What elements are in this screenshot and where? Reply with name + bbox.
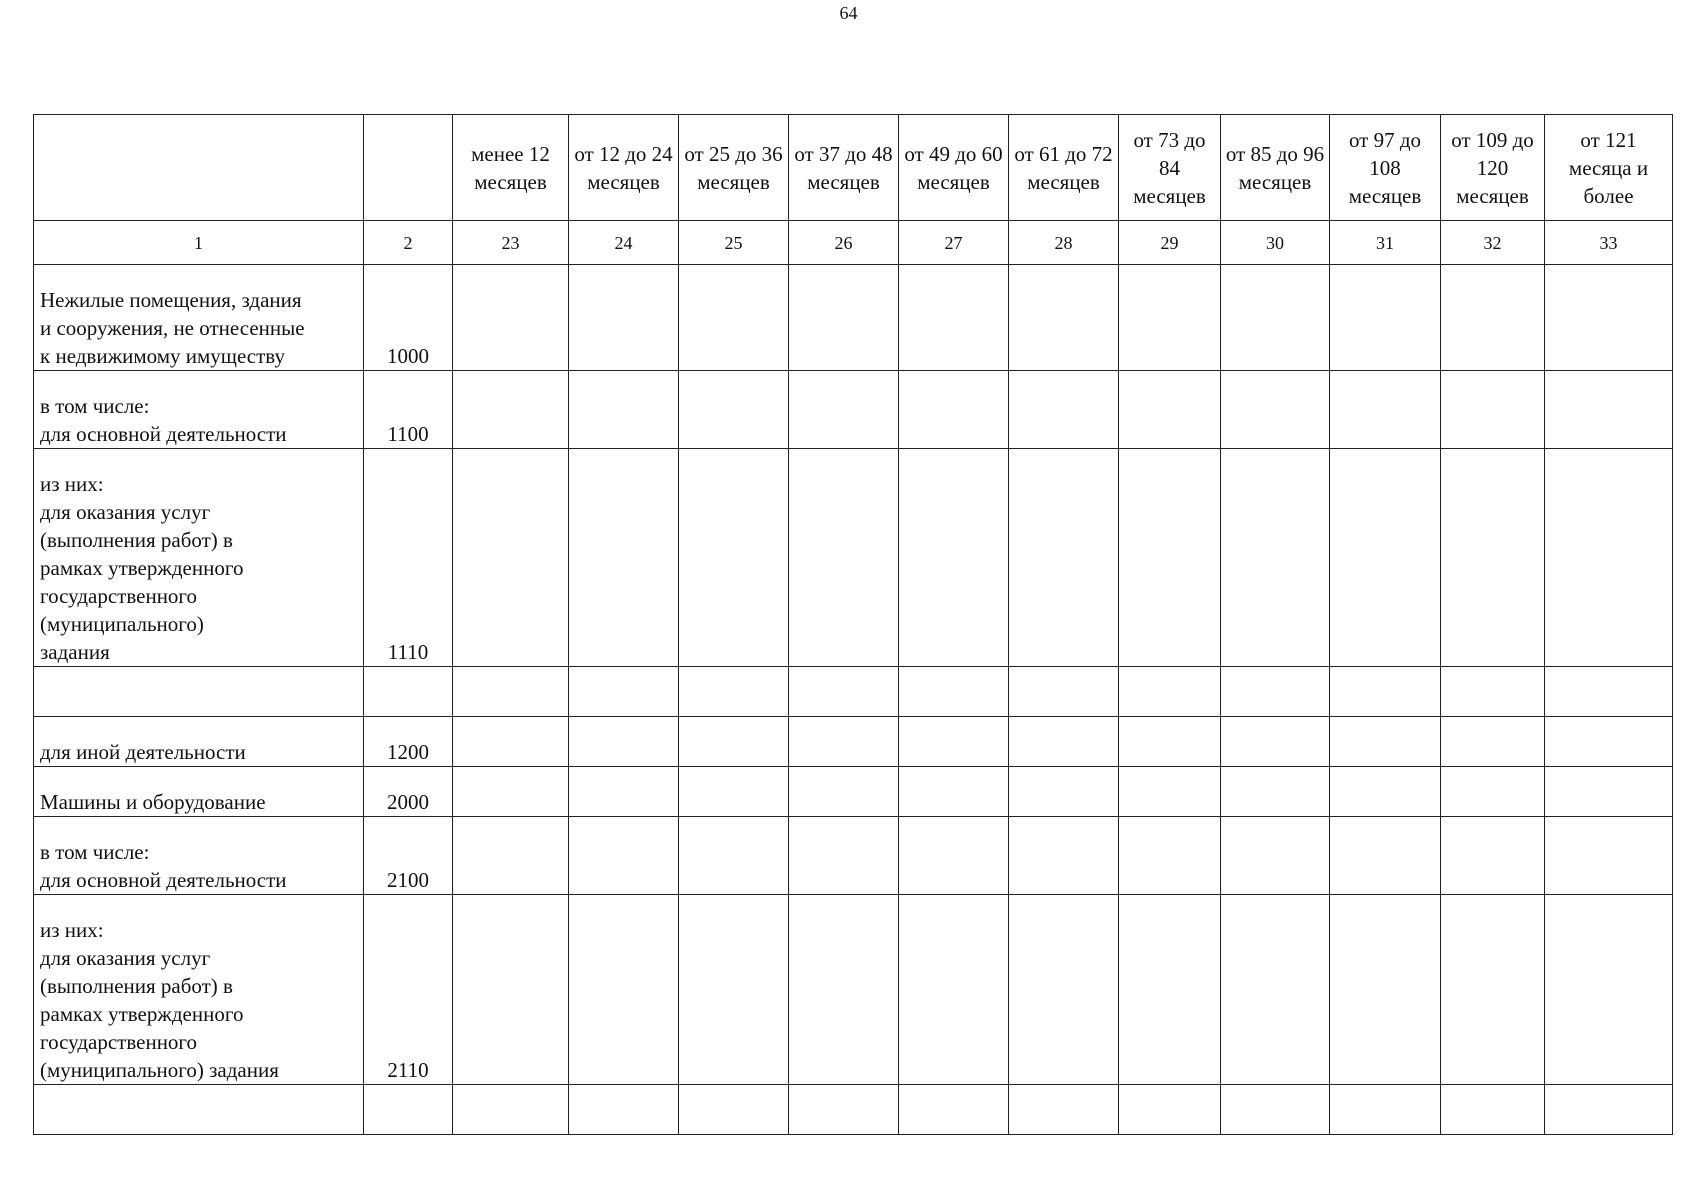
value-cell[interactable] xyxy=(1330,1085,1441,1135)
value-cell[interactable] xyxy=(899,717,1009,767)
value-cell[interactable] xyxy=(1545,371,1673,449)
row-code: 1000 xyxy=(364,265,453,371)
column-number: 33 xyxy=(1545,221,1673,265)
header-cell-period: менее 12 месяцев xyxy=(453,115,569,221)
row-code: 1100 xyxy=(364,371,453,449)
value-cell[interactable] xyxy=(789,265,899,371)
value-cell[interactable] xyxy=(1009,1085,1119,1135)
value-cell[interactable] xyxy=(1441,895,1545,1085)
value-cell[interactable] xyxy=(679,1085,789,1135)
value-cell[interactable] xyxy=(453,717,569,767)
value-cell[interactable] xyxy=(1009,895,1119,1085)
value-cell[interactable] xyxy=(1441,817,1545,895)
column-number: 30 xyxy=(1221,221,1330,265)
column-number: 2 xyxy=(364,221,453,265)
value-cell[interactable] xyxy=(1221,895,1330,1085)
column-number: 24 xyxy=(569,221,679,265)
value-cell[interactable] xyxy=(453,1085,569,1135)
header-cell-period: от 25 до 36 месяцев xyxy=(679,115,789,221)
row-label: из них: для оказания услуг (выполнения работ) в рамках утвержденного государственного (муниципального) задания xyxy=(34,895,364,1085)
header-cell-period: от 121 месяца и более xyxy=(1545,115,1673,221)
column-number: 27 xyxy=(899,221,1009,265)
value-cell[interactable] xyxy=(1441,265,1545,371)
row-code: 1200 xyxy=(364,717,453,767)
value-cell[interactable] xyxy=(789,449,899,667)
row-label: из них: для оказания услуг (выполнения работ) в рамках утвержденного государственного (муниципального) задания xyxy=(34,449,364,667)
header-cell-period: от 109 до 120 месяцев xyxy=(1441,115,1545,221)
value-cell[interactable] xyxy=(1009,371,1119,449)
value-cell[interactable] xyxy=(789,717,899,767)
value-cell[interactable] xyxy=(453,895,569,1085)
table-row xyxy=(34,371,1673,449)
value-cell[interactable] xyxy=(679,449,789,667)
header-row xyxy=(34,115,1673,221)
row-label xyxy=(34,667,364,717)
value-cell[interactable] xyxy=(789,817,899,895)
column-number: 28 xyxy=(1009,221,1119,265)
value-cell[interactable] xyxy=(1009,817,1119,895)
row-code xyxy=(364,1085,453,1135)
value-cell[interactable] xyxy=(1330,767,1441,817)
column-number: 23 xyxy=(453,221,569,265)
table-row xyxy=(34,767,1673,817)
value-cell[interactable] xyxy=(453,667,569,717)
value-cell[interactable] xyxy=(1441,371,1545,449)
value-cell[interactable] xyxy=(1330,717,1441,767)
value-cell[interactable] xyxy=(679,371,789,449)
header-cell-code xyxy=(364,115,453,221)
column-number: 1 xyxy=(34,221,364,265)
row-label: в том числе: для основной деятельности xyxy=(34,371,364,449)
value-cell[interactable] xyxy=(1009,265,1119,371)
value-cell[interactable] xyxy=(679,817,789,895)
value-cell[interactable] xyxy=(1330,371,1441,449)
row-code: 2100 xyxy=(364,817,453,895)
table-row xyxy=(34,449,1673,667)
value-cell[interactable] xyxy=(1545,265,1673,371)
row-label xyxy=(34,1085,364,1135)
value-cell[interactable] xyxy=(789,767,899,817)
value-cell[interactable] xyxy=(453,767,569,817)
value-cell[interactable] xyxy=(453,265,569,371)
header-cell-period: от 73 до 84 месяцев xyxy=(1119,115,1221,221)
value-cell[interactable] xyxy=(569,667,679,717)
header-cell-period: от 12 до 24 месяцев xyxy=(569,115,679,221)
value-cell[interactable] xyxy=(1009,717,1119,767)
value-cell[interactable] xyxy=(1221,371,1330,449)
header-cell-name xyxy=(34,115,364,221)
value-cell[interactable] xyxy=(899,667,1009,717)
header-cell-period: от 49 до 60 месяцев xyxy=(899,115,1009,221)
column-number: 29 xyxy=(1119,221,1221,265)
report-table xyxy=(33,114,1673,1135)
column-number: 25 xyxy=(679,221,789,265)
value-cell[interactable] xyxy=(1441,767,1545,817)
value-cell[interactable] xyxy=(1221,817,1330,895)
table-row xyxy=(34,717,1673,767)
value-cell[interactable] xyxy=(1545,449,1673,667)
value-cell[interactable] xyxy=(679,717,789,767)
header-cell-period: от 85 до 96 месяцев xyxy=(1221,115,1330,221)
value-cell[interactable] xyxy=(1330,265,1441,371)
value-cell[interactable] xyxy=(1119,895,1221,1085)
value-cell[interactable] xyxy=(1545,767,1673,817)
value-cell[interactable] xyxy=(1545,817,1673,895)
table-row xyxy=(34,895,1673,1085)
value-cell[interactable] xyxy=(679,265,789,371)
value-cell[interactable] xyxy=(569,717,679,767)
column-number: 26 xyxy=(789,221,899,265)
page-number: 64 xyxy=(839,3,858,23)
value-cell[interactable] xyxy=(1441,717,1545,767)
value-cell[interactable] xyxy=(569,767,679,817)
value-cell[interactable] xyxy=(1330,817,1441,895)
data-rows xyxy=(34,265,1673,1135)
value-cell[interactable] xyxy=(789,895,899,1085)
column-number: 32 xyxy=(1441,221,1545,265)
value-cell[interactable] xyxy=(1009,767,1119,817)
value-cell[interactable] xyxy=(453,449,569,667)
value-cell[interactable] xyxy=(789,371,899,449)
value-cell[interactable] xyxy=(1119,449,1221,667)
value-cell[interactable] xyxy=(1441,1085,1545,1135)
value-cell[interactable] xyxy=(453,817,569,895)
value-cell[interactable] xyxy=(569,817,679,895)
value-cell[interactable] xyxy=(1119,371,1221,449)
header-cell-period: от 61 до 72 месяцев xyxy=(1009,115,1119,221)
value-cell[interactable] xyxy=(899,449,1009,667)
value-cell[interactable] xyxy=(1221,767,1330,817)
value-cell[interactable] xyxy=(569,265,679,371)
value-cell[interactable] xyxy=(1545,667,1673,717)
table-row xyxy=(34,1085,1673,1135)
row-code: 2110 xyxy=(364,895,453,1085)
value-cell[interactable] xyxy=(569,1085,679,1135)
column-number: 31 xyxy=(1330,221,1441,265)
table-row xyxy=(34,265,1673,371)
value-cell[interactable] xyxy=(1119,817,1221,895)
value-cell[interactable] xyxy=(1441,667,1545,717)
row-code: 1110 xyxy=(364,449,453,667)
table-row xyxy=(34,667,1673,717)
value-cell[interactable] xyxy=(569,895,679,1085)
value-cell[interactable] xyxy=(899,265,1009,371)
value-cell[interactable] xyxy=(1330,449,1441,667)
value-cell[interactable] xyxy=(1119,667,1221,717)
row-code xyxy=(364,667,453,717)
value-cell[interactable] xyxy=(679,767,789,817)
value-cell[interactable] xyxy=(1119,1085,1221,1135)
value-cell[interactable] xyxy=(1545,717,1673,767)
value-cell[interactable] xyxy=(1545,1085,1673,1135)
row-label: в том числе: для основной деятельности xyxy=(34,817,364,895)
value-cell[interactable] xyxy=(1009,449,1119,667)
value-cell[interactable] xyxy=(1221,265,1330,371)
value-cell[interactable] xyxy=(899,371,1009,449)
value-cell[interactable] xyxy=(899,767,1009,817)
value-cell[interactable] xyxy=(679,667,789,717)
row-code: 2000 xyxy=(364,767,453,817)
value-cell[interactable] xyxy=(1221,717,1330,767)
row-label: Машины и оборудование xyxy=(34,767,364,817)
value-cell[interactable] xyxy=(1119,265,1221,371)
value-cell[interactable] xyxy=(1330,895,1441,1085)
value-cell[interactable] xyxy=(789,667,899,717)
value-cell[interactable] xyxy=(1221,667,1330,717)
header-cell-period: от 97 до 108 месяцев xyxy=(1330,115,1441,221)
value-cell[interactable] xyxy=(1545,895,1673,1085)
value-cell[interactable] xyxy=(1221,449,1330,667)
value-cell[interactable] xyxy=(1119,717,1221,767)
value-cell[interactable] xyxy=(1330,667,1441,717)
value-cell[interactable] xyxy=(789,1085,899,1135)
value-cell[interactable] xyxy=(1119,767,1221,817)
row-label: для иной деятельности xyxy=(34,717,364,767)
value-cell[interactable] xyxy=(1009,667,1119,717)
row-label: Нежилые помещения, здания и сооружения, не отнесенные к недвижимому имуществу xyxy=(34,265,364,371)
header-cell-period: от 37 до 48 месяцев xyxy=(789,115,899,221)
value-cell[interactable] xyxy=(1441,449,1545,667)
value-cell[interactable] xyxy=(569,449,679,667)
value-cell[interactable] xyxy=(899,817,1009,895)
value-cell[interactable] xyxy=(453,371,569,449)
column-number-row xyxy=(34,221,1673,265)
value-cell[interactable] xyxy=(1221,1085,1330,1135)
value-cell[interactable] xyxy=(899,1085,1009,1135)
value-cell[interactable] xyxy=(679,895,789,1085)
value-cell[interactable] xyxy=(569,371,679,449)
value-cell[interactable] xyxy=(899,895,1009,1085)
table-row xyxy=(34,817,1673,895)
